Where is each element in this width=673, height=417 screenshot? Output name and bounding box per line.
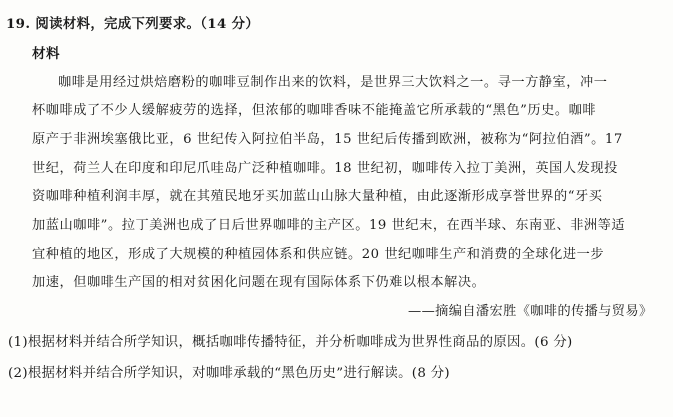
material-source: ——摘编自潘宏胜《咖啡的传播与贸易》 (408, 304, 653, 319)
material-line-7: 宜种植的地区，形成了大规模的种植园体系和供应链。20 世纪咖啡生产和消费的全球化进一步 (32, 247, 605, 262)
material-line-6: 加蓝山咖啡”。拉丁美洲也成了日后世界咖啡的主产区。19 世纪末，在西半球、东南亚、非洲等适 (32, 218, 626, 233)
material-line-5: 资咖啡种植利润丰厚，就在其殖民地牙买加蓝山山脉大量种植，由此逐渐形成享誉世界的“牙买 (32, 189, 603, 204)
sub-question-1: (1)根据材料并结合所学知识，概括咖啡传播特征，并分析咖啡成为世界性商品的原因。(6 分) (8, 335, 573, 350)
material-line-1: 咖啡是用经过烘焙磨粉的咖啡豆制作出来的饮料，是世界三大饮料之一。寻一方静室，冲一 (58, 75, 608, 90)
material-line-3: 原产于非洲埃塞俄比亚，6 世纪传入阿拉伯半岛，15 世纪后传播到欧洲，被称为“阿拉伯酒”。17 (32, 132, 623, 147)
material-title: 材料 (32, 46, 60, 62)
material-line-4: 世纪，荷兰人在印度和印尼爪哇岛广泛种植咖啡。18 世纪初，咖啡传入拉丁美洲，英国人发现投 (32, 161, 618, 176)
sub-question-2: (2)根据材料并结合所学知识，对咖啡承载的“黑色历史”进行解读。(8 分) (8, 366, 450, 381)
material-line-2: 杯咖啡成了不少人缓解疲劳的选择，但浓郁的咖啡香味不能掩盖它所承载的“黑色”历史。咖啡 (32, 103, 597, 118)
material-line-8: 加速，但咖啡生产国的相对贫困化问题在现有国际体系下仍难以根本解决。 (32, 275, 486, 290)
question-header: 19. 阅读材料，完成下列要求。（14 分） (6, 16, 260, 32)
